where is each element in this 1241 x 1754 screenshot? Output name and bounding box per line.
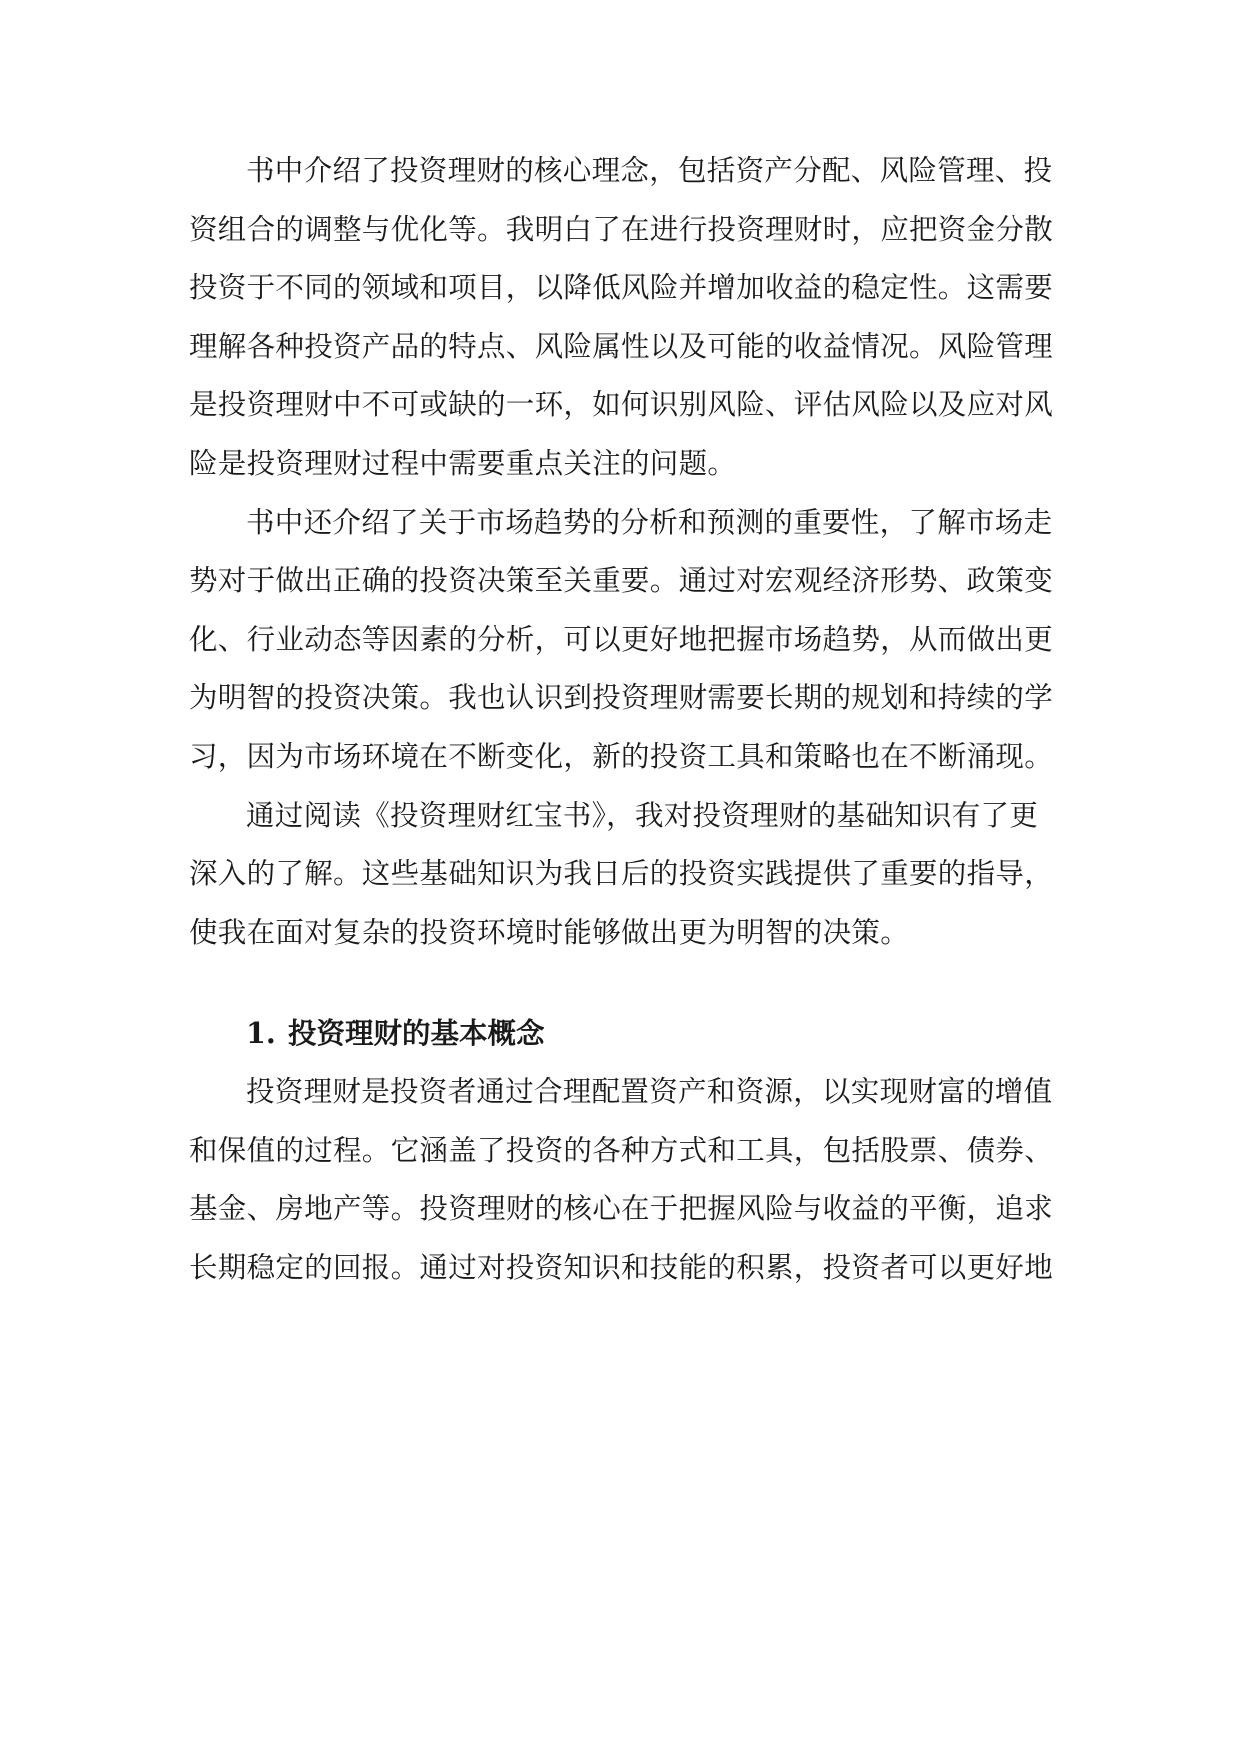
paragraph-line: 势对于做出正确的投资决策至关重要。通过对宏观经济形势、政策变 — [189, 564, 1054, 598]
paragraph-line: 通过阅读《投资理财红宝书》，我对投资理财的基础知识有了更 — [246, 798, 1039, 832]
section-number: 1. — [246, 1016, 276, 1051]
paragraph-basic-concept — [189, 1063, 1053, 1297]
paragraph-line: 基金、房地产等。投资理财的核心在于把握风险与收益的平衡，追求 — [189, 1192, 1054, 1226]
paragraph-line: 理解各种投资产品的特点、风险属性以及可能的收益情况。风险管理 — [189, 329, 1054, 363]
paragraph-line: 险是投资理财过程中需要重点关注的问题。 — [189, 446, 737, 480]
paragraph-line: 习，因为市场环境在不断变化，新的投资工具和策略也在不断涌现。 — [189, 739, 1054, 773]
paragraph-line: 为明智的投资决策。我也认识到投资理财需要长期的规划和持续的学 — [189, 681, 1054, 715]
paragraph-line: 化、行业动态等因素的分析，可以更好地把握市场趋势，从而做出更 — [189, 622, 1054, 656]
section-title: 投资理财的基本概念 — [288, 1017, 545, 1051]
paragraph-line: 和保值的过程。它涵盖了投资的各种方式和工具，包括股票、债券、 — [189, 1133, 1054, 1167]
paragraph-line: 是投资理财中不可或缺的一环，如何识别风险、评估风险以及应对风 — [189, 388, 1054, 422]
paragraph-line: 投资理财是投资者通过合理配置资产和资源，以实现财富的增值 — [246, 1074, 1053, 1108]
paragraph-line: 长期稳定的回报。通过对投资知识和技能的积累，投资者可以更好地 — [189, 1250, 1054, 1284]
document-page — [189, 142, 1053, 1297]
paragraph-line: 使我在面对复杂的投资环境时能够做出更为明智的决策。 — [189, 915, 910, 949]
paragraph-line: 书中介绍了投资理财的核心理念，包括资产分配、风险管理、投 — [246, 154, 1053, 187]
section-heading — [189, 1004, 1053, 1063]
paragraph-market-trends — [189, 494, 1053, 787]
paragraph-asset-allocation — [189, 142, 1053, 494]
paragraph-line: 深入的了解。这些基础知识为我日后的投资实践提供了重要的指导， — [189, 857, 1054, 891]
paragraph-line: 投资于不同的领域和项目，以降低风险并增加收益的稳定性。这需要 — [189, 271, 1054, 305]
paragraph-line: 资组合的调整与优化等。我明白了在进行投资理财时，应把资金分散 — [189, 212, 1054, 246]
paragraph-reading-summary — [189, 787, 1053, 963]
paragraph-line: 书中还介绍了关于市场趋势的分析和预测的重要性，了解市场走 — [246, 505, 1053, 539]
